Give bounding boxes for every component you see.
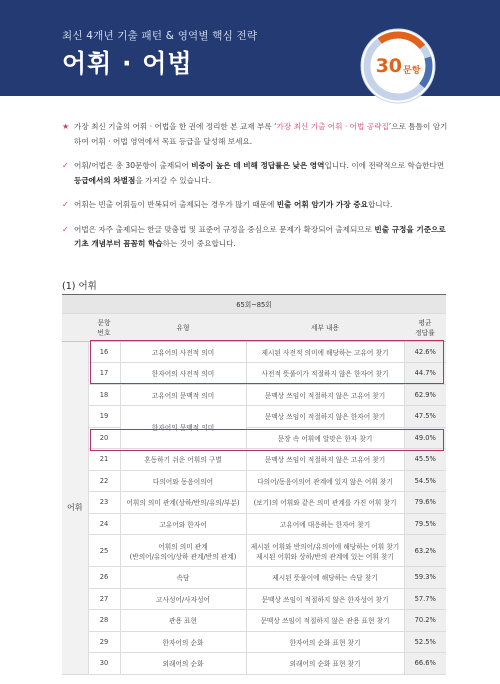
table-row (62, 470, 446, 492)
average-correct-rate: 66.6% (404, 653, 446, 675)
note-text: 어휘는 빈출 어휘들이 반복되어 출제되는 경우가 많기 때문에 (74, 200, 277, 209)
table-row (62, 492, 446, 514)
average-correct-rate: 79.6% (404, 492, 446, 514)
question-type: 관용 표현 (120, 610, 246, 632)
question-number: 27 (88, 588, 120, 610)
question-number: 23 (88, 492, 120, 514)
question-type: 혼동하기 쉬운 어휘의 구별 (120, 449, 246, 471)
question-type: 고유어와 한자어 (120, 513, 246, 535)
section-title: (1) 어휘 (62, 281, 97, 292)
question-type: 고유어의 사전적 의미 (120, 341, 246, 363)
note-item (62, 223, 452, 252)
question-detail: 한자어의 순화 표현 찾기 (246, 631, 404, 653)
header-subtitle: 최신 4개년 기출 패턴 & 영역별 핵심 전략 (62, 30, 258, 42)
bold-text: 빈출 규정을 기준으로 기초 개념부터 꼼꼼히 학습 (74, 224, 446, 248)
exam-range-header: 65회~85회 (62, 295, 446, 313)
question-detail: 외래어의 순화 표현 찾기 (246, 653, 404, 675)
vocabulary-table (62, 295, 446, 675)
question-detail: 고유어에 대응하는 한자어 찾기 (246, 513, 404, 535)
table-row (62, 535, 446, 567)
col-header-rate: 평균 정답률 (404, 313, 446, 341)
badge-label (360, 28, 436, 104)
bold-text: 등급에서의 차별점 (74, 175, 136, 185)
note-text: 입니다. 이에 전략적으로 학습한다면 (324, 161, 445, 170)
question-type: 어휘의 의미 관계(상하/반의/유의/부분) (120, 492, 246, 514)
table-row (62, 610, 446, 632)
check-icon: ✓ (62, 161, 69, 170)
question-number: 24 (88, 513, 120, 535)
table-body (62, 341, 446, 674)
note-text: 어휘/어법은 총 30문항이 출제되어 (74, 161, 192, 170)
table-row (62, 653, 446, 675)
table-row (62, 588, 446, 610)
question-detail: 문맥상 쓰임이 적절하지 않은 한자어 찾기 (246, 406, 404, 428)
table-row (62, 513, 446, 535)
average-correct-rate: 59.3% (404, 567, 446, 589)
question-type: 한자어의 문맥적 의미 (120, 406, 246, 449)
average-correct-rate: 63.2% (404, 535, 446, 567)
table-row (62, 449, 446, 471)
check-icon: ✓ (62, 224, 69, 234)
question-number: 25 (88, 535, 120, 567)
question-detail: 다의어/동음이의어 관계에 있지 않은 어휘 찾기 (246, 470, 404, 492)
table-row (62, 631, 446, 653)
average-correct-rate: 57.7% (404, 588, 446, 610)
col-header-number: 문항 번호 (88, 313, 120, 341)
table-row (62, 341, 446, 363)
average-correct-rate: 79.5% (404, 513, 446, 535)
table-row (62, 363, 446, 385)
average-correct-rate: 44.7% (404, 363, 446, 385)
average-correct-rate: 47.5% (404, 406, 446, 428)
check-icon: ✓ (62, 200, 69, 209)
question-type: 고유어의 문맥적 의미 (120, 384, 246, 406)
question-number: 20 (88, 427, 120, 449)
question-type: 고사성어/사자성어 (120, 588, 246, 610)
note-item (62, 120, 452, 149)
bold-text: 비중이 높은 데 비해 정답률은 낮은 영역 (191, 161, 325, 170)
note-text: 가장 최신 기출의 어휘 · 어법을 한 권에 정리한 본 교재 부록 ‘ (74, 122, 277, 131)
average-correct-rate: 42.6% (404, 341, 446, 363)
question-number: 21 (88, 449, 120, 471)
question-detail: 문맥상 쓰임이 적절하지 않은 한자성어 찾기 (246, 588, 404, 610)
question-detail: 문장 속 어휘에 알맞은 한자 찾기 (246, 427, 404, 449)
col-header-type: 유형 (120, 313, 246, 341)
question-detail: 제시된 사전적 의미에 해당하는 고유어 찾기 (246, 341, 404, 363)
average-correct-rate: 52.5% (404, 631, 446, 653)
bold-text: 빈출 어휘 암기가 가장 중요 (276, 200, 368, 209)
note-text: ’으로 틈틈이 암기하여 어휘 · 어법 영역에서 목표 등급을 달성해 보세요. (74, 122, 448, 146)
table-row (62, 384, 446, 406)
note-text: 하는 것이 중요합니다. (162, 239, 236, 248)
category-header-spacer (62, 313, 88, 341)
category-cell: 어휘 (62, 341, 88, 674)
question-type: 한자어의 순화 (120, 631, 246, 653)
question-number: 16 (88, 341, 120, 363)
question-detail: 제시된 어휘와 반의어/유의어에 해당하는 어휘 찾기 제시된 어휘와 상하/반의 관계에 있는 어휘 찾기 (246, 535, 404, 567)
question-type: 어휘의 의미 관계 (반의어/유의어/상하 관계/반의 관계) (120, 535, 246, 567)
average-correct-rate: 62.9% (404, 384, 446, 406)
question-number: 26 (88, 567, 120, 589)
question-detail: (보기)의 어휘와 같은 의미 관계를 가진 어휘 찾기 (246, 492, 404, 514)
question-detail: 사전적 뜻풀이가 적절하지 않은 한자어 찾기 (246, 363, 404, 385)
question-type: 외래어의 순화 (120, 653, 246, 675)
question-number: 30 (88, 653, 120, 675)
question-detail: 문맥상 쓰임이 적절하지 않은 관용 표현 찾기 (246, 610, 404, 632)
average-correct-rate: 70.2% (404, 610, 446, 632)
question-detail: 문맥상 쓰임이 적절하지 않은 고유어 찾기 (246, 449, 404, 471)
table-row (62, 406, 446, 428)
table-row (62, 427, 446, 449)
question-detail: 제시된 뜻풀이에 해당하는 속담 찾기 (246, 567, 404, 589)
question-number: 28 (88, 610, 120, 632)
question-type: 속담 (120, 567, 246, 589)
average-correct-rate: 54.5% (404, 470, 446, 492)
question-number: 29 (88, 631, 120, 653)
question-number: 22 (88, 470, 120, 492)
badge-unit: 문항 (403, 65, 421, 76)
note-item (62, 159, 452, 188)
question-detail: 문맥상 쓰임이 적절하지 않은 고유어 찾기 (246, 384, 404, 406)
badge-number: 30 (375, 55, 403, 77)
question-type: 다의어와 동음이의어 (120, 470, 246, 492)
question-number: 17 (88, 363, 120, 385)
question-number: 19 (88, 406, 120, 428)
highlight-text: 가장 최신 기출 어휘 · 어법 공략집 (276, 122, 389, 131)
note-text: 어법은 자주 출제되는 한글 맞춤법 및 표준어 규정을 중심으로 문제가 확장되어 출제되므로 (74, 224, 375, 234)
question-number: 18 (88, 384, 120, 406)
note-text: 을 가져갈 수 있습니다. (135, 175, 212, 185)
average-correct-rate: 45.5% (404, 449, 446, 471)
star-icon: ★ (62, 122, 70, 131)
col-header-detail: 세부 내용 (246, 313, 404, 341)
notes-list (62, 120, 452, 262)
average-correct-rate: 49.0% (404, 427, 446, 449)
question-type: 한자어의 사전적 의미 (120, 363, 246, 385)
note-text: 합니다. (367, 200, 393, 209)
table-row (62, 567, 446, 589)
section-divider (62, 294, 446, 295)
note-item (62, 198, 452, 213)
page-title: 어휘 · 어법 (62, 49, 193, 78)
